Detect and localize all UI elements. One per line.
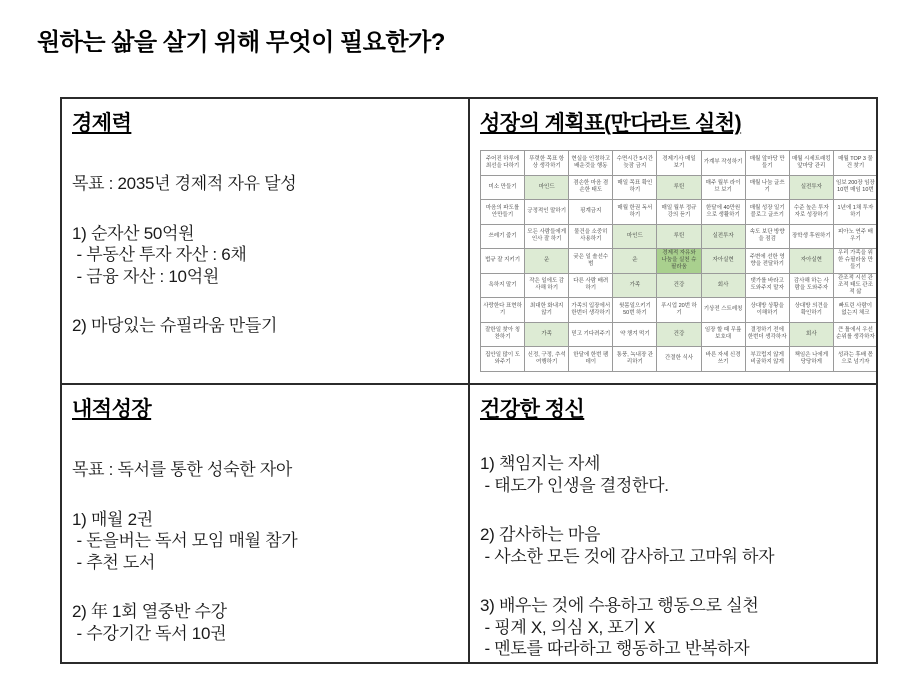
mandalart-cell-label: 속도 보단 방향을 점검 <box>749 229 785 243</box>
mandalart-cell-label: 윗몸일으키기 50번 하기 <box>618 302 651 316</box>
mandalart-cell <box>481 274 525 299</box>
mandalart-cell <box>613 225 657 250</box>
mandalart-cell-label: 실전투자 <box>712 232 734 239</box>
mandalart-cell <box>657 200 701 225</box>
mandalart-cell-label: 피아노 연주 배우기 <box>837 229 873 243</box>
mandalart-cell <box>790 347 834 372</box>
mandalart-cell-label: 바른 자세 신경 쓰기 <box>705 351 741 365</box>
text-line: - 수강기간 독서 10권 <box>72 623 227 643</box>
mandalart-cell-label: 루틴 <box>673 232 685 239</box>
mandalart-cell <box>613 298 657 323</box>
mandalart-cell-label: 다른 사람 배려 하기 <box>573 278 609 292</box>
mandalart-cell-label: 매월 성장 일기 블로그 글쓰기 <box>749 204 785 218</box>
text-line: - 핑계 X, 의심 X, 포기 X <box>480 617 656 637</box>
mandalart-cell <box>657 347 701 372</box>
mandalart-cell <box>702 298 746 323</box>
healthy-mind-header: 건강한 정신 <box>480 398 585 421</box>
mandalart-cell <box>525 225 569 250</box>
mandalart-cell <box>790 225 834 250</box>
mandalart-cell <box>613 323 657 348</box>
mandalart-cell-label: 성과는 후배 몫으로 넘기자 <box>837 351 873 365</box>
text-line: - 태도가 인생을 결정한다. <box>480 475 669 495</box>
mandalart-cell-label: 수면시간 5시간 늦잠 금지 <box>616 155 654 169</box>
mandalart-cell-label: 큰 틀에서 우선순위를 생각하자 <box>836 327 875 341</box>
mandalart-cell <box>569 225 613 250</box>
mandalart-cell-label: 결정하기 전에 한번더 생각하자 <box>747 327 787 341</box>
mandalart-cell-label: 장학생 후원하기 <box>791 232 831 239</box>
mandalart-cell <box>746 274 790 299</box>
mandalart-cell-label: 집안일 많이 도와주기 <box>485 351 521 365</box>
text-line: - 부동산 투자 자산 : 6채 <box>72 245 247 264</box>
mandalart-cell <box>702 274 746 299</box>
mandalart-cell <box>834 225 876 250</box>
quadrant-economy <box>62 99 470 385</box>
mandalart-cell-label: 가족 <box>541 330 552 337</box>
mandalart-cell-label: 믿고 기다려주기 <box>571 330 611 337</box>
text-line: - 금융 자산 : 10억원 <box>72 266 219 286</box>
mandalart-cell-label: 루틴 <box>673 183 685 190</box>
mandalart-cell-label: 부끄럽지 않게 비굴하지 않게 <box>750 351 784 365</box>
mandalart-cell <box>613 151 657 176</box>
mandalart-cell <box>657 249 701 274</box>
mandalart-cell-label: 겸손한 마음 겸손한 태도 <box>573 180 609 194</box>
text-line: 2) 年 1회 열중반 수강 <box>72 602 227 621</box>
mandalart-cell <box>834 176 876 201</box>
mandalart-cell-label: 1년에 1채 투자하기 <box>837 204 874 218</box>
mandalart-cell-label: 통풍, 녹내장 관리하기 <box>616 351 654 365</box>
mandalart-cell-label: 임보 200장 임장 10번 매임 10번 <box>836 180 875 194</box>
mandalart-cell-label: 잘한일 찾아 칭찬하기 <box>485 327 521 341</box>
mandalart-cell-label: 핑계금지 <box>580 208 602 215</box>
mandalart-cell-label: 주변에 선한 영향을 전달하기 <box>749 253 785 267</box>
mandalart-cell-label: 최대한 화내지 않기 <box>529 302 564 316</box>
mandalart-cell <box>834 274 876 299</box>
mandalart-cell-label: 주어진 하루에 최선을 다하기 <box>485 155 520 169</box>
mandalart-cell-label: 실전투자 <box>800 183 822 190</box>
mandalart-cell <box>481 151 525 176</box>
text-line: 2) 마당있는 슈필라움 만들기 <box>72 316 278 335</box>
mandalart-cell-label: 미소 만들기 <box>488 183 517 190</box>
mandalart-cell-label: 임장 할 때 무릎보호대 <box>704 327 742 341</box>
mandalart-cell-label: 마인드 <box>626 232 643 239</box>
text-line <box>72 481 458 509</box>
mandalart-cell-label: 궂은 일 솔선수범 <box>573 253 609 267</box>
mandalart-cell <box>569 200 613 225</box>
mandalart-cell <box>834 249 876 274</box>
mandalart-cell <box>481 298 525 323</box>
mandalart-cell <box>746 176 790 201</box>
mandalart-cell-label: 경제기사 매일 보기 <box>662 155 696 169</box>
mandalart-cell-label: 가계부 작성하기 <box>703 159 743 166</box>
mandalart-cell-label: 건강 <box>673 330 685 337</box>
mandalart-cell <box>790 200 834 225</box>
mandalart-cell <box>657 225 701 250</box>
mandalart-cell <box>657 176 701 201</box>
mandalart-cell <box>569 298 613 323</box>
mandalart-cell-label: 자아실현 <box>712 257 734 264</box>
mandalart-cell-label: 한달에 40만원으로 생활하기 <box>705 204 741 218</box>
mandalart-cell <box>746 225 790 250</box>
mandalart-cell <box>481 347 525 372</box>
mandalart-cell <box>525 298 569 323</box>
mandalart-cell <box>613 274 657 299</box>
mandalart-cell <box>613 200 657 225</box>
mandalart-cell <box>790 323 834 348</box>
mandalart-cell-label: 댓가를 바라고 도와주지 말자 <box>750 278 784 292</box>
mandalart-cell <box>569 151 613 176</box>
inner-growth-header: 내적성장 <box>72 398 152 421</box>
quadrant-growth-plan <box>470 99 876 385</box>
mandalart-cell <box>613 347 657 372</box>
mandalart-cell-label: 매월 TOP 3 물건 찾기 <box>838 155 873 169</box>
mandalart-cell <box>525 151 569 176</box>
mandalart-cell-label: 한달에 한번 팸데이 <box>573 351 609 365</box>
text-line: - 사소한 모든 것에 감사하고 고마워 하자 <box>480 546 775 566</box>
text-line: - 추천 도서 <box>72 552 156 572</box>
economy-body <box>72 173 458 337</box>
mandalart-cell-label: 운 <box>632 257 638 264</box>
mandalart-cell <box>525 200 569 225</box>
mandalart-cell <box>702 225 746 250</box>
mandalart-cell-label: 약 챙겨 먹기 <box>620 330 650 337</box>
text-line: 목표 : 2035년 경제적 자유 달성 <box>72 174 297 193</box>
mandalart-cell <box>746 200 790 225</box>
mandalart-cell <box>746 249 790 274</box>
mandalart-cell-label: 푸시업 20번 하기 <box>661 302 697 316</box>
mandalart-cell <box>790 298 834 323</box>
mandalart-cell-label: 자아실현 <box>800 257 822 264</box>
mandalart-cell-label: 건강 <box>673 281 685 288</box>
text-line: 1) 매월 2권 <box>72 509 153 529</box>
mandalart-cell <box>525 274 569 299</box>
quadrant-healthy-mind <box>470 385 876 662</box>
mandalart-cell-label: 물건을 소중히 사용하기 <box>574 229 608 243</box>
quadrant-inner-growth <box>62 385 470 662</box>
mandalart-cell <box>746 347 790 372</box>
mandalart-cell-label: 매월 나눔 글쓰기 <box>749 180 785 194</box>
mandalart-cell-label: 빠트린 사람이 없는지 체크 <box>838 302 873 316</box>
mandalart-cell <box>834 347 876 372</box>
text-line <box>72 573 458 601</box>
mandalart-cell <box>569 274 613 299</box>
mandalart-cell <box>613 249 657 274</box>
mandalart-cell <box>790 249 834 274</box>
mandalart-cell-label: 욕하지 말기 <box>488 281 517 288</box>
mandalart-cell <box>702 200 746 225</box>
mandalart-cell <box>834 323 876 348</box>
mandalart-cell <box>702 249 746 274</box>
mandalart-cell <box>657 323 701 348</box>
mandalart-cell-label: 마인드 <box>538 183 555 190</box>
text-line: - 돈을버는 독서 모임 매월 참가 <box>72 531 298 550</box>
mandalart-cell <box>834 151 876 176</box>
text-line <box>72 195 458 223</box>
mandalart-cell-label: 쓰레기 줍기 <box>488 232 517 239</box>
mandalart-cell <box>702 151 746 176</box>
mandalart-grid <box>480 150 876 372</box>
mandalart-cell <box>790 176 834 201</box>
mandalart-cell-label: 매일 월부 정규강의 듣기 <box>661 204 697 218</box>
mandalart-cell-label: 법규 잘 지키기 <box>485 257 521 264</box>
mandalart-cell <box>702 176 746 201</box>
mandalart-cell <box>481 200 525 225</box>
mandalart-cell-label: 마음의 파도를 안만들기 <box>485 204 520 218</box>
mandalart-cell <box>702 323 746 348</box>
mandalart-cell <box>702 347 746 372</box>
mandalart-cell-label: 가족 <box>629 281 641 288</box>
mandalart-cell <box>746 151 790 176</box>
mandalart-cell-label: 회사 <box>806 330 817 337</box>
mandalart-cell <box>613 176 657 201</box>
mandalart-cell <box>834 200 876 225</box>
mandalart-cell-label: 작은 일에도 감사해 하기 <box>529 278 565 292</box>
mandalart-cell-label: 감사해 하는 사람을 도와주자 <box>793 278 829 292</box>
mandalart-cell-label: 뚜렷한 목표 항상 생각하기 <box>529 155 565 169</box>
mandalart-cell <box>834 298 876 323</box>
economy-header: 경제력 <box>72 112 132 135</box>
mandalart-cell <box>569 347 613 372</box>
text-line: - 멘토를 따라하고 행동하고 반복하자 <box>480 639 750 658</box>
mandalart-cell <box>790 151 834 176</box>
mandalart-cell-label: 관조적 시선 관조적 태도 관조적 삶 <box>837 274 873 295</box>
text-line <box>480 567 866 595</box>
mandalart-cell <box>657 151 701 176</box>
mandalart-cell-label: 상대방 상황을 이해하기 <box>750 302 784 316</box>
mandalart-cell <box>481 249 525 274</box>
mandalart-cell <box>525 176 569 201</box>
text-line: 3) 배우는 것에 수용하고 행동으로 실천 <box>480 596 759 615</box>
mandalart-cell-label: 현실을 인정하고 배운것을 행동 <box>571 155 611 169</box>
mandalart-cell-label: 사랑한다 표현하기 <box>483 302 522 316</box>
mandalart-cell-label: 매월 앞마당 만들기 <box>749 155 785 169</box>
mandalart-cell-label: 경제적 자유와 나눔을 실천 슈필라움 <box>661 250 697 271</box>
growth-plan-header: 성장의 계획표(만다라트 실천) <box>480 112 742 135</box>
mandalart-cell-label: 긍정적인 말하기 <box>527 208 567 215</box>
text-line: 1) 책임지는 자세 <box>480 454 601 473</box>
mandalart-cell <box>525 323 569 348</box>
mandalart-cell-label: 매월 한권 독서하기 <box>617 204 653 218</box>
mandalart-cell <box>569 323 613 348</box>
mandalart-cell <box>569 249 613 274</box>
mandalart-cell-label: 책임은 나에게 당당하게 <box>794 351 829 365</box>
mandalart-cell-label: 상대방 의견을 확인하기 <box>794 302 829 316</box>
text-line <box>72 287 458 315</box>
text-line: 목표 : 독서를 통한 성숙한 자아 <box>72 460 293 479</box>
main-table <box>60 97 878 664</box>
mandalart-cell-label: 우리 가족을 위한 슈필라움 만들기 <box>837 250 873 271</box>
mandalart-cell <box>525 347 569 372</box>
mandalart-cell <box>746 298 790 323</box>
mandalart-cell-label: 운 <box>544 257 550 264</box>
mandalart-cell-label: 가족의 입장에서 한번더 생각하기 <box>571 302 611 316</box>
healthy-mind-body <box>480 453 866 660</box>
mandalart-cell <box>481 225 525 250</box>
mandalart-cell <box>481 323 525 348</box>
page-title: 원하는 삶을 살기 위해 무엇이 필요한가? <box>37 29 445 56</box>
mandalart-cell-label: 모든 사람들에게 인사 잘 하기 <box>527 229 567 243</box>
text-line: 1) 순자산 50억원 <box>72 223 195 243</box>
mandalart-cell-label: 간결한 식사 <box>664 355 694 362</box>
mandalart-cell-label: 회사 <box>717 281 729 288</box>
mandalart-cell <box>525 249 569 274</box>
mandalart-cell <box>569 176 613 201</box>
mandalart-cell-label: 신정, 구정, 추석 여행하기 <box>527 351 566 365</box>
mandalart-cell-label: 수준 높은 투자자로 성장하기 <box>793 204 829 218</box>
mandalart-cell-label: 매주 월부 라이브 보기 <box>705 180 741 194</box>
mandalart-cell <box>657 298 701 323</box>
text-line: 2) 감사하는 마음 <box>480 525 601 544</box>
inner-growth-body <box>72 459 458 644</box>
mandalart-cell <box>746 323 790 348</box>
mandalart-cell <box>790 274 834 299</box>
mandalart-cell <box>481 176 525 201</box>
mandalart-cell <box>657 274 701 299</box>
mandalart-cell-label: 매월 시세트래킹 앞마당 관리 <box>791 155 831 169</box>
mandalart-cell-label: 매일 목표 확인하기 <box>617 180 653 194</box>
text-line <box>480 496 866 524</box>
mandalart-cell-label: 기상전 스트레칭 <box>703 306 743 313</box>
